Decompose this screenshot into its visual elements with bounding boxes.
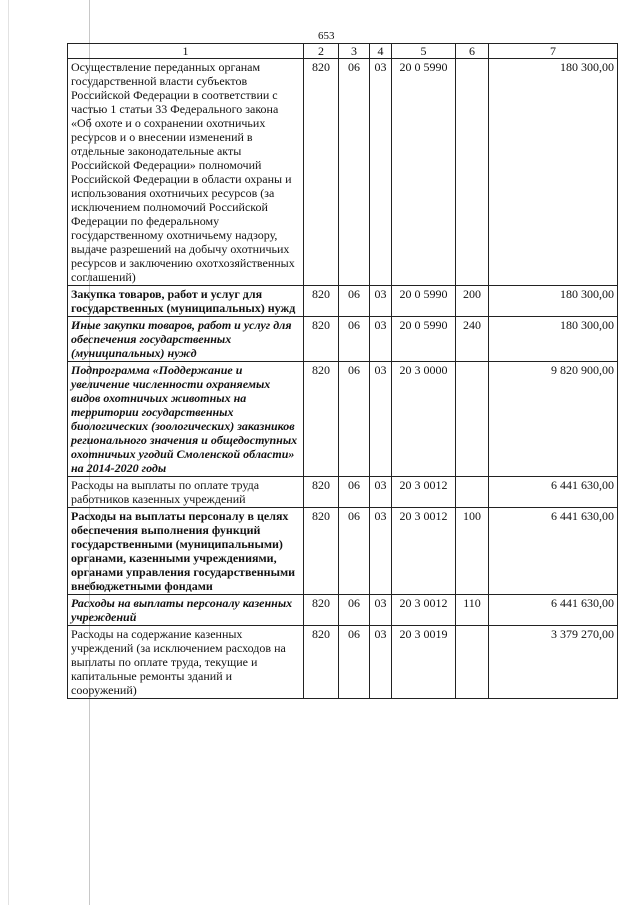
cell-subsection: 03 xyxy=(370,362,392,477)
cell-target-article: 20 3 0012 xyxy=(392,508,456,595)
cell-admin-code: 820 xyxy=(304,317,339,362)
header-col-5: 5 xyxy=(392,44,456,59)
cell-amount: 6 441 630,00 xyxy=(489,595,618,626)
scan-artifact-line-left xyxy=(8,0,9,905)
cell-amount: 6 441 630,00 xyxy=(489,508,618,595)
cell-target-article: 20 3 0012 xyxy=(392,595,456,626)
table-row xyxy=(68,362,618,477)
table-row xyxy=(68,477,618,508)
cell-section: 06 xyxy=(339,508,370,595)
cell-target-article: 20 0 5990 xyxy=(392,286,456,317)
row-description: Иные закупки товаров, работ и услуг для обеспечения государственных (муниципальных) нужд xyxy=(68,317,304,362)
cell-subsection: 03 xyxy=(370,626,392,699)
budget-table xyxy=(67,43,618,699)
cell-expense-type xyxy=(456,59,489,286)
cell-admin-code: 820 xyxy=(304,626,339,699)
cell-amount: 180 300,00 xyxy=(489,59,618,286)
cell-amount: 3 379 270,00 xyxy=(489,626,618,699)
cell-target-article: 20 3 0019 xyxy=(392,626,456,699)
cell-admin-code: 820 xyxy=(304,286,339,317)
cell-expense-type xyxy=(456,477,489,508)
header-col-6: 6 xyxy=(456,44,489,59)
row-description: Подпрограмма «Поддержание и увеличение численности охраняемых видов охотничьих животных на территории государственных биологических (зоологических) заказников регионального значения и общедоступных охотничьих угодий Смоленской области» на 2014-2020 годы xyxy=(68,362,304,477)
cell-admin-code: 820 xyxy=(304,362,339,477)
cell-subsection: 03 xyxy=(370,595,392,626)
row-description: Расходы на выплаты персоналу казенных учреждений xyxy=(68,595,304,626)
cell-expense-type: 240 xyxy=(456,317,489,362)
cell-subsection: 03 xyxy=(370,286,392,317)
table-row xyxy=(68,286,618,317)
cell-amount: 6 441 630,00 xyxy=(489,477,618,508)
cell-amount: 180 300,00 xyxy=(489,317,618,362)
cell-subsection: 03 xyxy=(370,317,392,362)
cell-section: 06 xyxy=(339,595,370,626)
cell-section: 06 xyxy=(339,286,370,317)
cell-admin-code: 820 xyxy=(304,477,339,508)
cell-expense-type: 110 xyxy=(456,595,489,626)
table-row xyxy=(68,508,618,595)
cell-subsection: 03 xyxy=(370,477,392,508)
table-row xyxy=(68,595,618,626)
cell-section: 06 xyxy=(339,477,370,508)
cell-target-article: 20 3 0012 xyxy=(392,477,456,508)
cell-expense-type xyxy=(456,626,489,699)
row-description: Закупка товаров, работ и услуг для государственных (муниципальных) нужд xyxy=(68,286,304,317)
cell-amount: 9 820 900,00 xyxy=(489,362,618,477)
cell-expense-type: 200 xyxy=(456,286,489,317)
header-col-4: 4 xyxy=(370,44,392,59)
cell-target-article: 20 3 0000 xyxy=(392,362,456,477)
cell-subsection: 03 xyxy=(370,59,392,286)
row-description: Расходы на выплаты персоналу в целях обеспечения выполнения функций государственными (муниципальными) органами, казенными учреждениями, органами управления государственными внебюджетными фондами xyxy=(68,508,304,595)
cell-admin-code: 820 xyxy=(304,59,339,286)
page-number: 653 xyxy=(318,30,335,42)
cell-section: 06 xyxy=(339,626,370,699)
table-row xyxy=(68,59,618,286)
row-description: Осуществление переданных органам государственной власти субъектов Российской Федерации в соответствии с частью 1 статьи 33 Федерального закона «Об охоте и о сохранении охотничьих ресурсов и о внесении изменений в отдельные законодательные акты Российской Федерации» полномочий Российской Федерации в области охраны и использования охотничьих ресурсов (за исключением полномочий Российской Федерации по федеральному государственному охотничьему надзору, выдаче разрешений на добычу охотничьих ресурсов и заключению охотхозяйственных соглашений) xyxy=(68,59,304,286)
cell-section: 06 xyxy=(339,317,370,362)
cell-expense-type xyxy=(456,362,489,477)
row-description: Расходы на выплаты по оплате труда работников казенных учреждений xyxy=(68,477,304,508)
header-row xyxy=(68,44,618,59)
table-row xyxy=(68,626,618,699)
header-col-7: 7 xyxy=(489,44,618,59)
cell-subsection: 03 xyxy=(370,508,392,595)
cell-target-article: 20 0 5990 xyxy=(392,59,456,286)
table-row xyxy=(68,317,618,362)
cell-target-article: 20 0 5990 xyxy=(392,317,456,362)
cell-section: 06 xyxy=(339,362,370,477)
cell-admin-code: 820 xyxy=(304,595,339,626)
cell-expense-type: 100 xyxy=(456,508,489,595)
cell-amount: 180 300,00 xyxy=(489,286,618,317)
cell-admin-code: 820 xyxy=(304,508,339,595)
cell-section: 06 xyxy=(339,59,370,286)
row-description: Расходы на содержание казенных учреждений (за исключением расходов на выплаты по оплате труда, текущие и капитальные ремонты зданий и сооружений) xyxy=(68,626,304,699)
header-col-2: 2 xyxy=(304,44,339,59)
header-col-1: 1 xyxy=(68,44,304,59)
header-col-3: 3 xyxy=(339,44,370,59)
